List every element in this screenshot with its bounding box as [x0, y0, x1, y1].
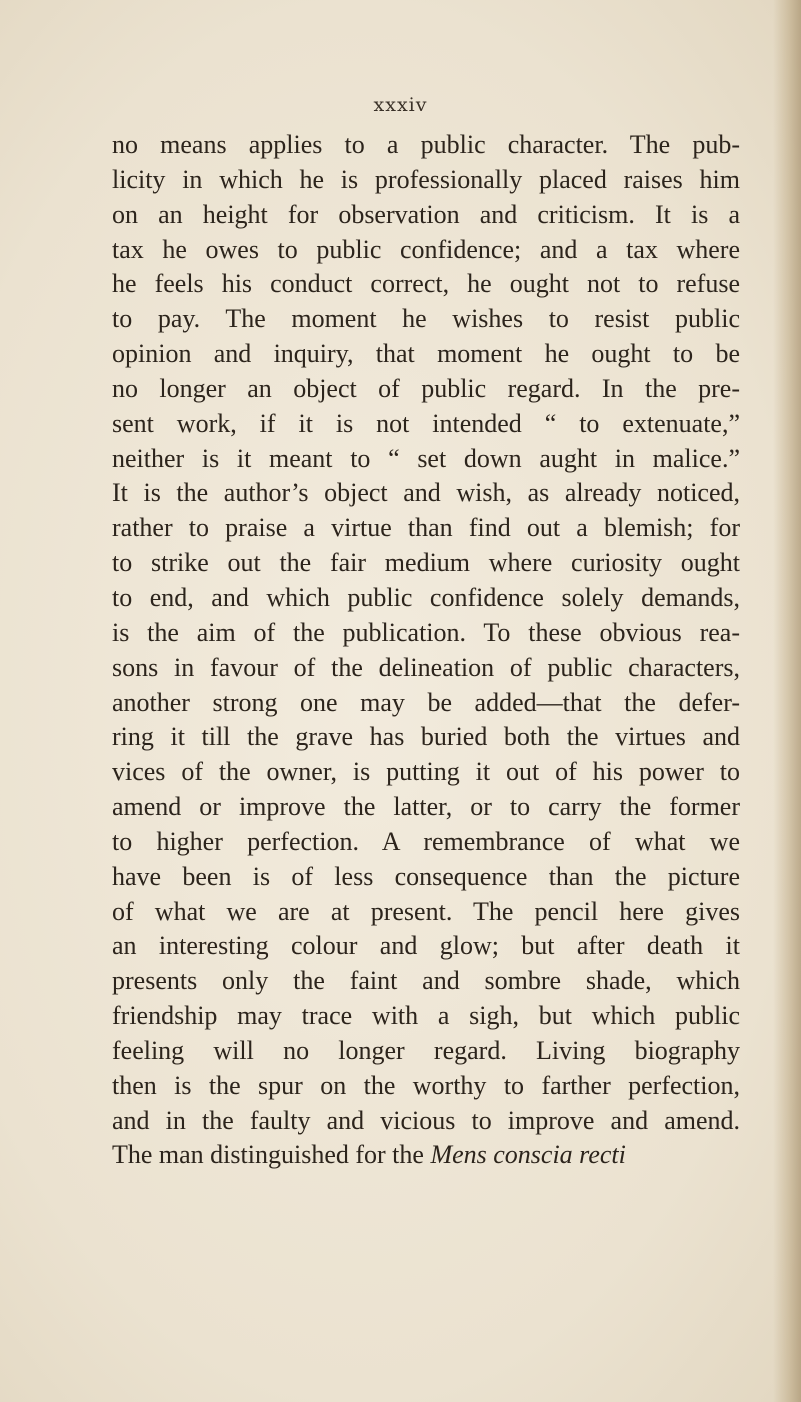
text-line: and in the faulty and vicious to improve and amend.: [112, 1105, 740, 1135]
text-line: to pay. The moment he wishes to resist public: [112, 304, 740, 334]
text-line: to strike out the fair medium where curiosity ought: [112, 548, 740, 578]
text-line: It is the author’s object and wish, as already noticed,: [112, 478, 740, 508]
text-line: sons in favour of the delineation of public characters,: [112, 652, 740, 682]
text-line: neither is it meant to “ set down aught in malice.”: [112, 443, 740, 473]
latin-phrase: Mens conscia recti: [430, 1140, 626, 1170]
text-line: no longer an object of public regard. In the pre-: [112, 373, 740, 403]
text-line: is the aim of the publication. To these obvious rea-: [112, 617, 740, 647]
text-line: then is the spur on the worthy to farther perfection,: [112, 1070, 740, 1100]
text-line: an interesting colour and glow; but after death it: [112, 931, 740, 961]
text-line: he feels his conduct correct, he ought not to refuse: [112, 269, 740, 299]
text-line: to higher perfection. A remembrance of what we: [112, 826, 740, 856]
text-line: of what we are at present. The pencil here gives: [112, 896, 740, 926]
text-line: on an height for observation and criticism. It is a: [112, 199, 740, 229]
body-text: [112, 128, 740, 1173]
last-line-prefix: The man distinguished for the: [112, 1140, 431, 1170]
text-line-last: [112, 1138, 740, 1173]
text-line: no means applies to a public character. The pub-: [112, 130, 740, 159]
text-line: feeling will no longer regard. Living biography: [112, 1035, 740, 1065]
page-edge-shadow: [773, 0, 801, 1402]
text-line: have been is of less consequence than the picture: [112, 861, 740, 891]
text-line: to end, and which public confidence solely demands,: [112, 582, 740, 612]
text-line: amend or improve the latter, or to carry the former: [112, 792, 740, 822]
text-line: friendship may trace with a sigh, but which public: [112, 1001, 740, 1031]
text-line: sent work, if it is not intended “ to extenuate,”: [112, 408, 740, 438]
text-line: licity in which he is professionally placed raises him: [112, 164, 740, 194]
text-line: tax he owes to public confidence; and a tax where: [112, 234, 740, 264]
text-line: opinion and inquiry, that moment he ought to be: [112, 339, 740, 369]
text-line: rather to praise a virtue than find out a blemish; for: [112, 513, 740, 543]
text-line: another strong one may be added—that the defer-: [112, 687, 740, 717]
text-line: presents only the faint and sombre shade, which: [112, 966, 740, 996]
text-line: vices of the owner, is putting it out of his power to: [112, 757, 740, 787]
page-number: xxxiv: [373, 94, 428, 116]
text-line: ring it till the grave has buried both the virtues and: [112, 722, 740, 752]
